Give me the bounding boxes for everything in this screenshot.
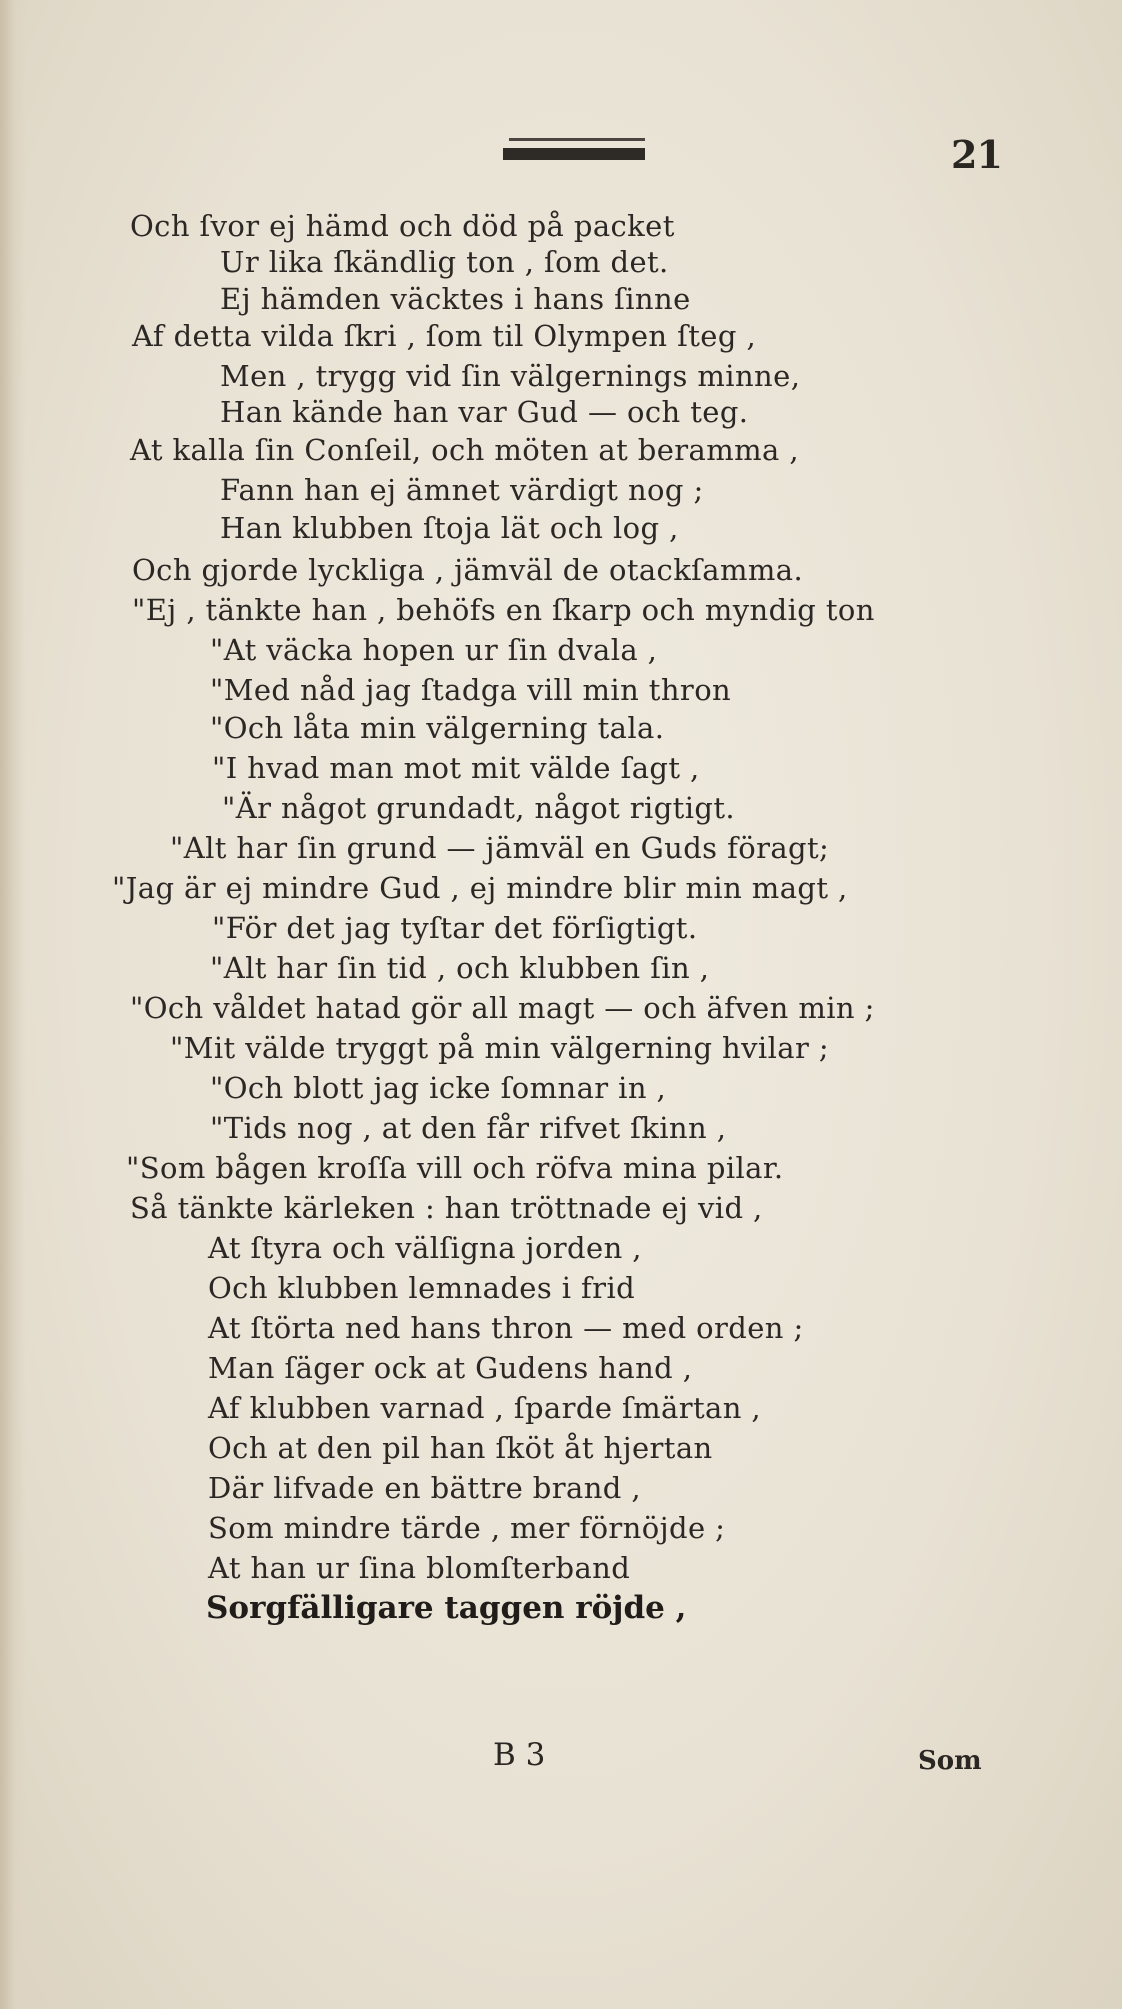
poem-line: Och gjorde lyckliga , jämväl de otackſamma. bbox=[132, 553, 804, 587]
poem-line: "Tids nog , at den får rifvet ſkinn , bbox=[210, 1111, 727, 1145]
poem-line: "Mit välde tryggt på min välgerning hvilar ; bbox=[170, 1031, 830, 1065]
poem-line: "Är något grundadt, något rigtigt. bbox=[222, 791, 736, 825]
poem-line: Man ſäger ock at Gudens hand , bbox=[208, 1351, 693, 1385]
poem-line: Där lifvade en bättre brand , bbox=[208, 1471, 641, 1505]
poem-line: Som mindre tärde , mer förnöjde ; bbox=[208, 1511, 726, 1545]
poem-line: "För det jag tyſtar det förſigtigt. bbox=[212, 911, 698, 945]
poem-line: Han klubben ſtoja lät och log , bbox=[220, 511, 679, 545]
header-rule-thin-line bbox=[509, 138, 645, 141]
poem-line: At kalla ſin Conſeil, och möten at beramma , bbox=[130, 433, 799, 467]
poem-line: Sorgfälligare taggen röjde , bbox=[206, 1590, 687, 1626]
poem-line: Fann han ej ämnet värdigt nog ; bbox=[220, 473, 704, 507]
poem-line: Ej hämden väcktes i hans ſinne bbox=[220, 282, 691, 316]
poem-line: "At väcka hopen ur ſin dvala , bbox=[210, 633, 658, 667]
signature-mark: B 3 bbox=[493, 1737, 546, 1773]
poem-line: Och at den pil han ſköt åt hjertan bbox=[208, 1431, 713, 1465]
poem-line: Han kände han var Gud — och teg. bbox=[220, 395, 749, 429]
poem-line: At ſtyra och välſigna jorden , bbox=[208, 1231, 642, 1265]
poem-line: Och klubben lemnades i frid bbox=[208, 1271, 636, 1305]
poem-line: Och ſvor ej hämd och död på packet bbox=[130, 209, 675, 243]
poem-line: "Och låta min välgerning tala. bbox=[210, 711, 665, 745]
poem-line: Af detta vilda ſkri , ſom til Olympen ſteg , bbox=[132, 319, 757, 353]
poem-line: Ur lika ſkändlig ton , ſom det. bbox=[220, 245, 669, 279]
page-gutter-edge bbox=[0, 0, 26, 2009]
poem-line: Men , trygg vid ſin välgernings minne, bbox=[220, 359, 801, 393]
poem-line: "Och blott jag icke ſomnar in , bbox=[210, 1071, 667, 1105]
page-number: 21 bbox=[951, 132, 1002, 177]
catchword: Som bbox=[918, 1746, 982, 1776]
poem-line: "Och våldet hatad gör all magt — och äfven min ; bbox=[130, 991, 875, 1025]
poem-line: "Jag är ej mindre Gud , ej mindre blir min magt , bbox=[112, 871, 848, 905]
poem-line: "Med nåd jag ſtadga vill min thron bbox=[210, 673, 732, 707]
poem-line: "Alt har ſin tid , och klubben ſin , bbox=[210, 951, 710, 985]
poem-line: At han ur ſina blomſterband bbox=[208, 1551, 631, 1585]
header-rule bbox=[503, 138, 645, 164]
poem-line: At ſtörta ned hans thron — med orden ; bbox=[208, 1311, 804, 1345]
poem-line: "I hvad man mot mit välde ſagt , bbox=[212, 751, 700, 785]
poem-line: "Som bågen kroſſa vill och röfva mina pilar. bbox=[126, 1151, 784, 1185]
header-rule-thick-line bbox=[503, 148, 645, 160]
poem-line: Af klubben varnad , ſparde ſmärtan , bbox=[208, 1391, 762, 1425]
poem-line: "Alt har ſin grund — jämväl en Guds föragt; bbox=[170, 831, 830, 865]
poem-line: Så tänkte kärleken : han tröttnade ej vid , bbox=[130, 1191, 763, 1225]
poem-line: "Ej , tänkte han , behöfs en ſkarp och myndig ton bbox=[132, 593, 875, 627]
